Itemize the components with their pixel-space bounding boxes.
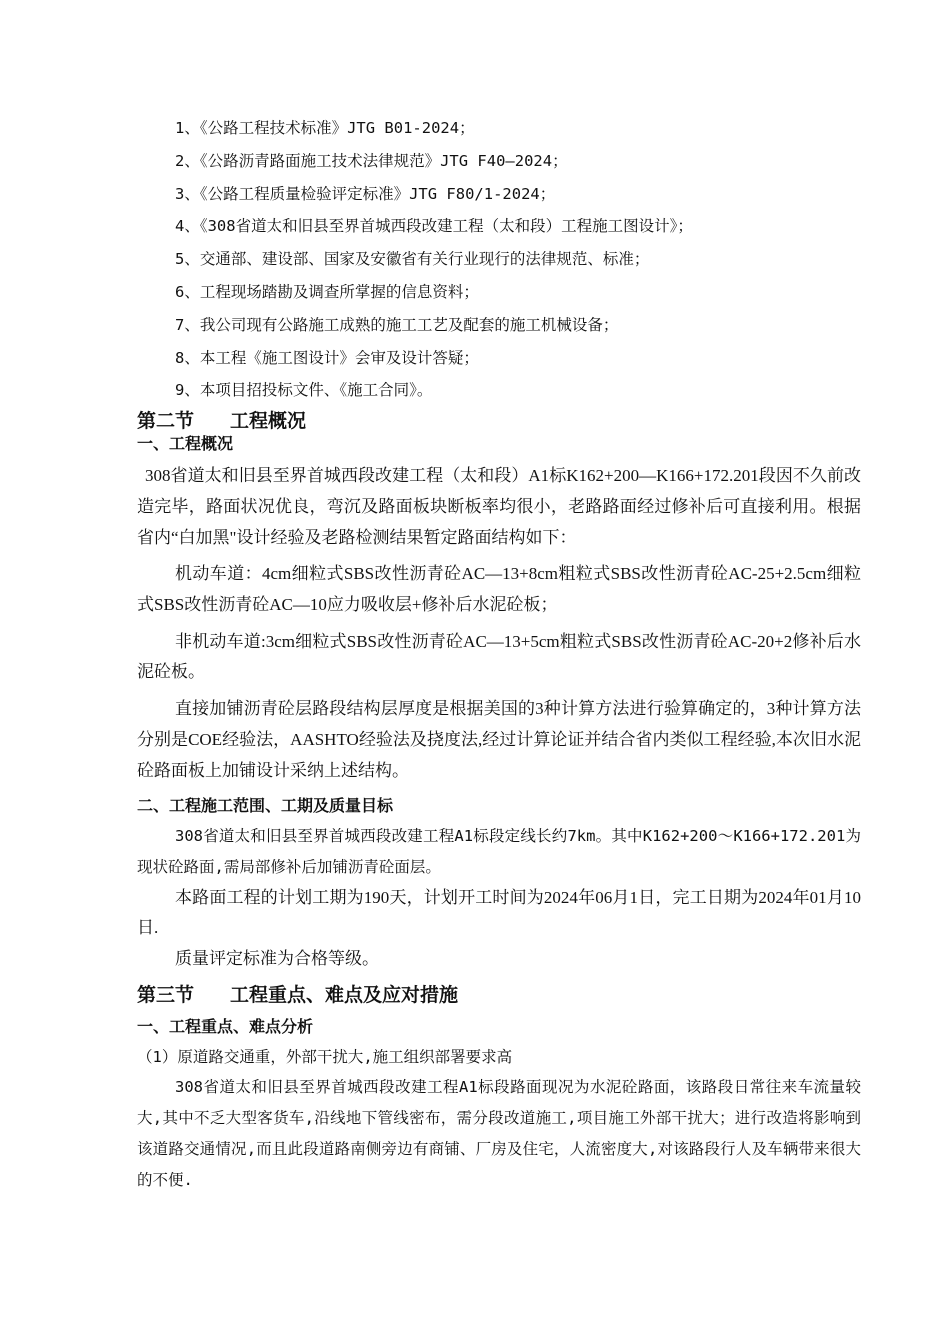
scope-paragraph-1: 308省道太和旧县至界首城西段改建工程A1标段定线长约7km。其中K162+200～K166+172.201为现状砼路面,需局部修补后加铺沥青砼面层。	[137, 827, 861, 876]
reference-item-5: 5、交通部、建设部、国家及安徽省有关行业现行的法律规范、标准；	[175, 250, 650, 269]
reference-item-8: 8、本工程《施工图设计》会审及设计答疑；	[175, 348, 479, 367]
section-2-heading	[137, 409, 861, 433]
reference-item-1: 1、《公路工程技术标准》JTG B01-2024；	[175, 119, 475, 137]
section-2-subheading-2: 二、工程施工范围、工期及质量目标	[137, 796, 394, 816]
difficulty-item-1: （1）原道路交通重，外部干扰大,施工组织部署要求高	[137, 1047, 513, 1066]
quality-paragraph: 质量评定标准为合格等级。	[175, 949, 379, 969]
document-body	[137, 112, 861, 1195]
section-2-subheading-1: 一、工程概况	[137, 434, 234, 454]
overview-paragraph-3: 非机动车道:3cm细粒式SBS改性沥青砼AC—13+5cm粗粒式SBS改性沥青砼AC-20+2修补后水泥砼板。	[137, 631, 861, 682]
section-3-subheading-1: 一、工程重点、难点分析	[137, 1016, 314, 1036]
section-3-number: 第三节	[137, 983, 195, 1006]
overview-paragraph-4: 直接加铺沥青砼层路段结构层厚度是根据美国的3种计算方法进行验算确定的，3种计算方法分别是COE经验法，AASHTO经验法及挠度法,经过计算论证并结合省内类似工程经验,本次旧水泥砼路面板上加铺设计采纳上述结构。	[137, 699, 861, 780]
reference-item-2: 2、《公路沥青路面施工技术法律规范》JTG F40—2024；	[175, 151, 568, 170]
reference-list	[137, 112, 861, 407]
reference-item-7: 7、我公司现有公路施工成熟的施工工艺及配套的施工机械设备；	[175, 315, 619, 334]
section-2-number: 第二节	[137, 410, 195, 433]
difficulty-paragraph-1: 308省道太和旧县至界首城西段改建工程A1标段路面现况为水泥砼路面，该路段日常往来车流量较大,其中不乏大型客货车,沿线地下管线密布，需分段改道施工,项目施工外部干扰大；进行改造将影响到该道路交通情况,而且此段道路南侧旁边有商铺、厂房及住宅，人流密度大,对该路段行人及车辆带来很大的不便.	[137, 1078, 861, 1189]
section-3-heading	[137, 983, 861, 1007]
reference-item-9: 9、本项目招投标文件、《施工合同》。	[175, 381, 433, 400]
reference-item-6: 6、工程现场踏勘及调查所掌握的信息资料；	[175, 282, 479, 301]
reference-item-4: 4、《308省道太和旧县至界首城西段改建工程（太和段）工程施工图设计》；	[175, 217, 693, 236]
section-3-title: 工程重点、难点及应对措施	[230, 983, 459, 1006]
overview-paragraph-1: 308省道太和旧县至界首城西段改建工程（太和段）A1标K162+200—K166+172.201段因不久前改造完毕，路面状况优良，弯沉及路面板块断板率均很小，老路路面经过修补后可直接利用。根据省内“白加黑"设计经验及老路检测结果暂定路面结构如下：	[137, 466, 861, 547]
reference-item-3: 3、《公路工程质量检验评定标准》JTG F80/1-2024；	[175, 184, 556, 203]
schedule-paragraph: 本路面工程的计划工期为190天，计划开工时间为2024年06月1日，完工日期为2024年01月10日.	[137, 887, 861, 938]
overview-paragraph-2: 机动车道：4cm细粒式SBS改性沥青砼AC—13+8cm粗粒式SBS改性沥青砼AC-25+2.5cm细粒式SBS改性沥青砼AC—10应力吸收层+修补后水泥砼板；	[137, 564, 861, 614]
section-2-title: 工程概况	[230, 410, 307, 433]
